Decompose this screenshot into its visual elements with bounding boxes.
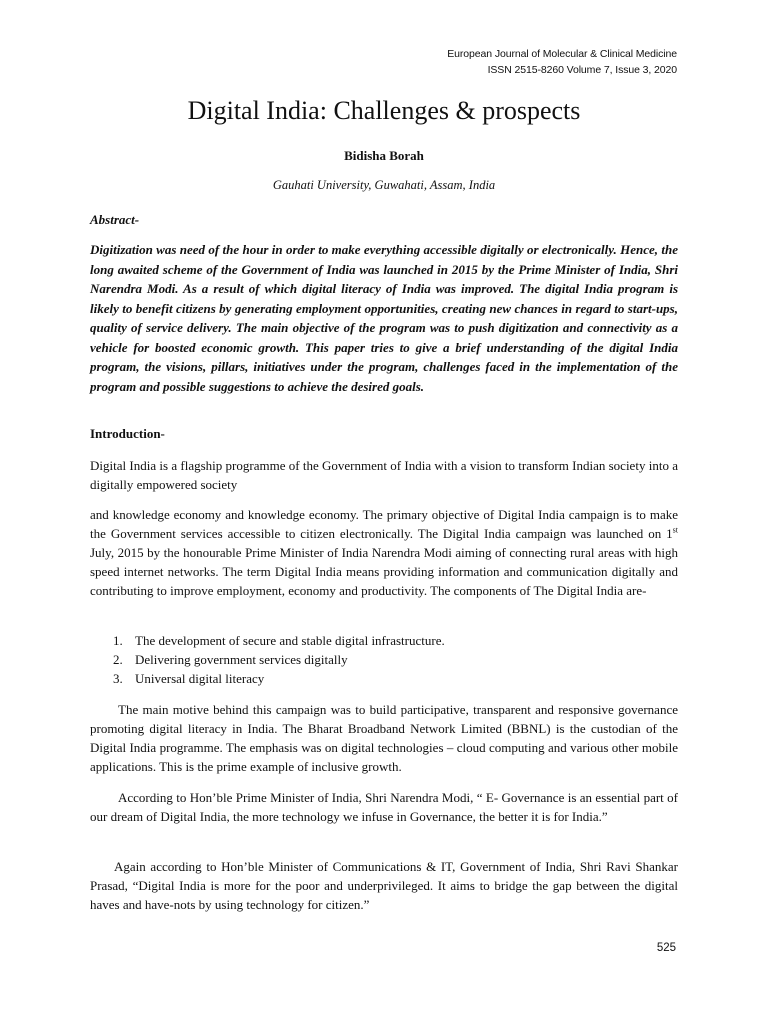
list-item bbox=[113, 631, 673, 650]
intro-paragraph-2-part-a: and knowledge economy and knowledge economy. The primary objective of Digital India campaign is to make the Government services accessible to citizen electronically. The Digital India campaign was launched on 1 bbox=[90, 507, 678, 541]
list-item-text: Universal digital literacy bbox=[135, 671, 265, 686]
abstract-heading: Abstract- bbox=[90, 212, 140, 227]
intro-paragraph-1: Digital India is a flagship programme of the Government of India with a vision to transform Indian society into a digitally empowered society bbox=[90, 458, 678, 492]
list-item-number: 3. bbox=[113, 671, 123, 686]
list-item-number: 1. bbox=[113, 633, 123, 648]
author-name: Bidisha Borah bbox=[344, 148, 424, 163]
intro-paragraph-4: According to Hon’ble Prime Minister of India, Shri Narendra Modi, “ E- Governance is an essential part of our dream of Digital India, the more technology we infuse in Governance, the better it is for India.” bbox=[90, 790, 678, 824]
list-item-text: Delivering government services digitally bbox=[135, 652, 348, 667]
list-item bbox=[113, 669, 673, 688]
author-affiliation: Gauhati University, Guwahati, Assam, India bbox=[272, 178, 496, 192]
abstract-text: Digitization was need of the hour in order to make everything accessible digitally or electronically. Hence, the long awaited scheme of the Government of India was launched in 2015 by the Prime Minister of India, Shri Narendra Modi. As a result of which digital literacy of India was improved. The digital India program is likely to benefit citizens by generating employment opportunities, creating new chances in regard to start-ups, quality of service delivery. The main objective of the program was to push digitization and connectivity as a vehicle for boosted economic growth. This paper tries to give a brief understanding of the digital India program, the visions, pillars, initiatives under the program, challenges faced in the implementation of the program and possible suggestions to achieve the desired goals. bbox=[90, 242, 678, 394]
list-item-text: The development of secure and stable digital infrastructure. bbox=[135, 633, 445, 648]
intro-paragraph-3: The main motive behind this campaign was to build participative, transparent and responsive governance promoting digital literacy in India. The Bharat Broadband Network Limited (BBNL) is the custodian of the Digital India programme. The emphasis was on digital technologies – cloud computing and various other mobile applications. This is the prime example of inclusive growth. bbox=[90, 702, 678, 774]
page-number: 525 bbox=[656, 942, 676, 954]
ordinal-suffix: st bbox=[672, 525, 678, 535]
introduction-heading: Introduction- bbox=[90, 426, 165, 441]
journal-name: European Journal of Molecular & Clinical Medicine bbox=[447, 48, 677, 60]
paper-title: Digital India: Challenges & prospects bbox=[187, 96, 581, 125]
components-list bbox=[113, 631, 673, 688]
issn-line: ISSN 2515-8260 Volume 7, Issue 3, 2020 bbox=[487, 64, 677, 76]
list-item bbox=[113, 650, 673, 669]
list-item-number: 2. bbox=[113, 652, 123, 667]
intro-paragraph-2 bbox=[90, 505, 678, 600]
intro-paragraph-2-part-b: July, 2015 by the honourable Prime Minister of India Narendra Modi aiming of connecting rural areas with high speed internet networks. The term Digital India means providing information and communication digitally and contributing to improve employment, economy and productivity. The components of The Digital India are- bbox=[90, 545, 678, 598]
journal-header bbox=[447, 46, 677, 78]
intro-paragraph-5: Again according to Hon’ble Minister of Communications & IT, Government of India, Shri Ravi Shankar Prasad, “Digital India is more for the poor and underprivileged. It aims to bridge the gap between the digital haves and have-nots by using technology for citizen.” bbox=[90, 859, 678, 912]
